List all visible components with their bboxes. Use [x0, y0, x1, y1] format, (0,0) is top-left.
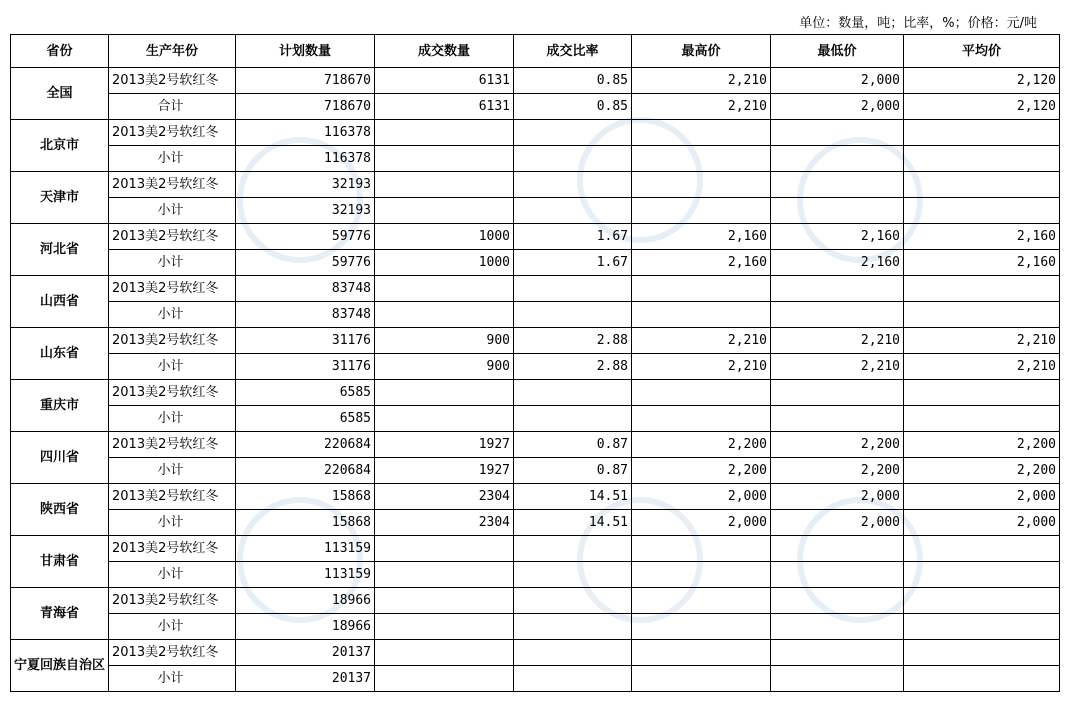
plan-cell: 31176 [236, 328, 375, 354]
table-row [11, 302, 1060, 328]
avg-cell: 2,000 [904, 484, 1060, 510]
deal-cell [375, 536, 514, 562]
year-cell: 2013美2号软红冬 [109, 432, 236, 458]
plan-cell: 220684 [236, 432, 375, 458]
low-cell [771, 172, 904, 198]
province-cell: 重庆市 [11, 380, 109, 432]
low-cell [771, 146, 904, 172]
avg-cell: 2,000 [904, 510, 1060, 536]
year-cell: 2013美2号软红冬 [109, 536, 236, 562]
province-cell: 山西省 [11, 276, 109, 328]
table-row [11, 432, 1060, 458]
deal-cell [375, 588, 514, 614]
plan-cell: 718670 [236, 94, 375, 120]
rate-cell [514, 562, 632, 588]
rate-cell: 1.67 [514, 224, 632, 250]
high-cell [632, 302, 771, 328]
plan-cell: 32193 [236, 198, 375, 224]
avg-cell: 2,120 [904, 94, 1060, 120]
avg-cell [904, 640, 1060, 666]
low-cell: 2,000 [771, 68, 904, 94]
year-cell: 2013美2号软红冬 [109, 224, 236, 250]
high-cell: 2,200 [632, 432, 771, 458]
year-cell: 2013美2号软红冬 [109, 380, 236, 406]
year-cell: 小计 [109, 354, 236, 380]
year-cell: 合计 [109, 94, 236, 120]
rate-cell [514, 120, 632, 146]
plan-cell: 83748 [236, 276, 375, 302]
plan-cell: 59776 [236, 224, 375, 250]
avg-cell [904, 120, 1060, 146]
year-cell: 2013美2号软红冬 [109, 68, 236, 94]
year-cell: 小计 [109, 666, 236, 692]
deal-cell: 1000 [375, 224, 514, 250]
low-cell: 2,000 [771, 484, 904, 510]
year-cell: 2013美2号软红冬 [109, 588, 236, 614]
deal-cell [375, 302, 514, 328]
high-cell: 2,210 [632, 354, 771, 380]
deal-cell: 900 [375, 328, 514, 354]
table-row [11, 536, 1060, 562]
province-cell: 陕西省 [11, 484, 109, 536]
low-cell: 2,000 [771, 510, 904, 536]
deal-cell [375, 146, 514, 172]
table-row [11, 68, 1060, 94]
low-cell: 2,160 [771, 250, 904, 276]
rate-cell: 2.88 [514, 328, 632, 354]
plan-cell: 113159 [236, 536, 375, 562]
high-cell: 2,210 [632, 68, 771, 94]
rate-cell [514, 614, 632, 640]
high-cell [632, 146, 771, 172]
avg-cell [904, 588, 1060, 614]
avg-cell [904, 302, 1060, 328]
rate-cell: 0.87 [514, 458, 632, 484]
rate-cell [514, 172, 632, 198]
low-cell [771, 276, 904, 302]
unit-note: 单位：数量，吨；比率，%；价格：元/吨 [799, 16, 1037, 31]
deal-cell [375, 120, 514, 146]
deal-cell: 1000 [375, 250, 514, 276]
low-cell: 2,160 [771, 224, 904, 250]
low-cell: 2,210 [771, 354, 904, 380]
province-cell: 宁夏回族自治区 [11, 640, 109, 692]
plan-cell: 15868 [236, 484, 375, 510]
plan-cell: 32193 [236, 172, 375, 198]
plan-cell: 20137 [236, 666, 375, 692]
table-row [11, 276, 1060, 302]
trade-results-table [10, 34, 1060, 692]
rate-cell: 1.67 [514, 250, 632, 276]
deal-cell [375, 276, 514, 302]
year-cell: 小计 [109, 510, 236, 536]
rate-cell [514, 588, 632, 614]
low-cell [771, 588, 904, 614]
low-cell [771, 120, 904, 146]
table-row [11, 484, 1060, 510]
high-cell [632, 536, 771, 562]
plan-cell: 18966 [236, 614, 375, 640]
year-cell: 2013美2号软红冬 [109, 640, 236, 666]
table-row [11, 510, 1060, 536]
plan-cell: 83748 [236, 302, 375, 328]
plan-cell: 15868 [236, 510, 375, 536]
high-cell [632, 640, 771, 666]
high-cell [632, 276, 771, 302]
high-cell [632, 666, 771, 692]
deal-cell [375, 562, 514, 588]
low-cell [771, 406, 904, 432]
avg-cell: 2,160 [904, 250, 1060, 276]
table-row [11, 562, 1060, 588]
deal-cell: 6131 [375, 68, 514, 94]
low-cell [771, 380, 904, 406]
deal-cell: 2304 [375, 510, 514, 536]
province-cell: 青海省 [11, 588, 109, 640]
year-cell: 小计 [109, 146, 236, 172]
low-cell: 2,200 [771, 458, 904, 484]
plan-cell: 718670 [236, 68, 375, 94]
year-cell: 小计 [109, 614, 236, 640]
plan-cell: 20137 [236, 640, 375, 666]
avg-cell [904, 614, 1060, 640]
plan-cell: 31176 [236, 354, 375, 380]
header-year: 生产年份 [109, 35, 236, 68]
table-row [11, 94, 1060, 120]
deal-cell [375, 614, 514, 640]
plan-cell: 116378 [236, 146, 375, 172]
header-high: 最高价 [632, 35, 771, 68]
province-cell: 全国 [11, 68, 109, 120]
avg-cell: 2,210 [904, 328, 1060, 354]
avg-cell: 2,210 [904, 354, 1060, 380]
table-row [11, 198, 1060, 224]
deal-cell [375, 172, 514, 198]
avg-cell [904, 562, 1060, 588]
deal-cell [375, 380, 514, 406]
table-row [11, 614, 1060, 640]
rate-cell [514, 302, 632, 328]
high-cell [632, 562, 771, 588]
avg-cell: 2,200 [904, 432, 1060, 458]
table-row [11, 354, 1060, 380]
province-cell: 四川省 [11, 432, 109, 484]
table-row [11, 146, 1060, 172]
rate-cell [514, 276, 632, 302]
province-cell: 天津市 [11, 172, 109, 224]
header-deal: 成交数量 [375, 35, 514, 68]
header-low: 最低价 [771, 35, 904, 68]
plan-cell: 59776 [236, 250, 375, 276]
high-cell: 2,200 [632, 458, 771, 484]
header-row [11, 35, 1060, 68]
low-cell [771, 536, 904, 562]
low-cell [771, 302, 904, 328]
avg-cell [904, 146, 1060, 172]
rate-cell: 14.51 [514, 484, 632, 510]
province-cell: 山东省 [11, 328, 109, 380]
deal-cell [375, 666, 514, 692]
deal-cell: 1927 [375, 432, 514, 458]
province-cell: 甘肃省 [11, 536, 109, 588]
rate-cell: 0.87 [514, 432, 632, 458]
high-cell: 2,160 [632, 224, 771, 250]
avg-cell [904, 406, 1060, 432]
deal-cell [375, 406, 514, 432]
year-cell: 小计 [109, 406, 236, 432]
rate-cell: 0.85 [514, 94, 632, 120]
high-cell [632, 614, 771, 640]
table-row [11, 328, 1060, 354]
high-cell [632, 120, 771, 146]
avg-cell [904, 666, 1060, 692]
avg-cell [904, 276, 1060, 302]
table-body [11, 68, 1060, 692]
high-cell [632, 588, 771, 614]
rate-cell [514, 536, 632, 562]
deal-cell [375, 640, 514, 666]
header-rate: 成交比率 [514, 35, 632, 68]
low-cell [771, 666, 904, 692]
plan-cell: 6585 [236, 380, 375, 406]
deal-cell [375, 198, 514, 224]
year-cell: 2013美2号软红冬 [109, 172, 236, 198]
high-cell: 2,160 [632, 250, 771, 276]
table-row [11, 380, 1060, 406]
table-row [11, 250, 1060, 276]
table-row [11, 458, 1060, 484]
high-cell: 2,210 [632, 94, 771, 120]
plan-cell: 18966 [236, 588, 375, 614]
low-cell [771, 614, 904, 640]
rate-cell [514, 640, 632, 666]
deal-cell: 6131 [375, 94, 514, 120]
table-row [11, 120, 1060, 146]
plan-cell: 113159 [236, 562, 375, 588]
table-row [11, 666, 1060, 692]
avg-cell [904, 536, 1060, 562]
year-cell: 2013美2号软红冬 [109, 120, 236, 146]
rate-cell [514, 146, 632, 172]
year-cell: 小计 [109, 250, 236, 276]
table-row [11, 588, 1060, 614]
table-row [11, 640, 1060, 666]
rate-cell [514, 406, 632, 432]
avg-cell [904, 380, 1060, 406]
plan-cell: 116378 [236, 120, 375, 146]
low-cell [771, 562, 904, 588]
year-cell: 小计 [109, 458, 236, 484]
province-cell: 河北省 [11, 224, 109, 276]
avg-cell [904, 172, 1060, 198]
high-cell [632, 380, 771, 406]
high-cell [632, 198, 771, 224]
deal-cell: 2304 [375, 484, 514, 510]
rate-cell [514, 198, 632, 224]
high-cell: 2,000 [632, 510, 771, 536]
low-cell: 2,210 [771, 328, 904, 354]
header-plan: 计划数量 [236, 35, 375, 68]
rate-cell: 14.51 [514, 510, 632, 536]
table-row [11, 224, 1060, 250]
high-cell [632, 172, 771, 198]
rate-cell: 2.88 [514, 354, 632, 380]
low-cell: 2,200 [771, 432, 904, 458]
avg-cell: 2,200 [904, 458, 1060, 484]
plan-cell: 220684 [236, 458, 375, 484]
year-cell: 2013美2号软红冬 [109, 276, 236, 302]
high-cell [632, 406, 771, 432]
header-avg: 平均价 [904, 35, 1060, 68]
rate-cell: 0.85 [514, 68, 632, 94]
year-cell: 小计 [109, 198, 236, 224]
plan-cell: 6585 [236, 406, 375, 432]
header-province: 省份 [11, 35, 109, 68]
rate-cell [514, 666, 632, 692]
province-cell: 北京市 [11, 120, 109, 172]
deal-cell: 1927 [375, 458, 514, 484]
high-cell: 2,000 [632, 484, 771, 510]
high-cell: 2,210 [632, 328, 771, 354]
year-cell: 小计 [109, 562, 236, 588]
rate-cell [514, 380, 632, 406]
low-cell: 2,000 [771, 94, 904, 120]
avg-cell: 2,120 [904, 68, 1060, 94]
low-cell [771, 640, 904, 666]
year-cell: 2013美2号软红冬 [109, 484, 236, 510]
table-row [11, 406, 1060, 432]
table-row [11, 172, 1060, 198]
avg-cell: 2,160 [904, 224, 1060, 250]
avg-cell [904, 198, 1060, 224]
year-cell: 小计 [109, 302, 236, 328]
low-cell [771, 198, 904, 224]
year-cell: 2013美2号软红冬 [109, 328, 236, 354]
deal-cell: 900 [375, 354, 514, 380]
